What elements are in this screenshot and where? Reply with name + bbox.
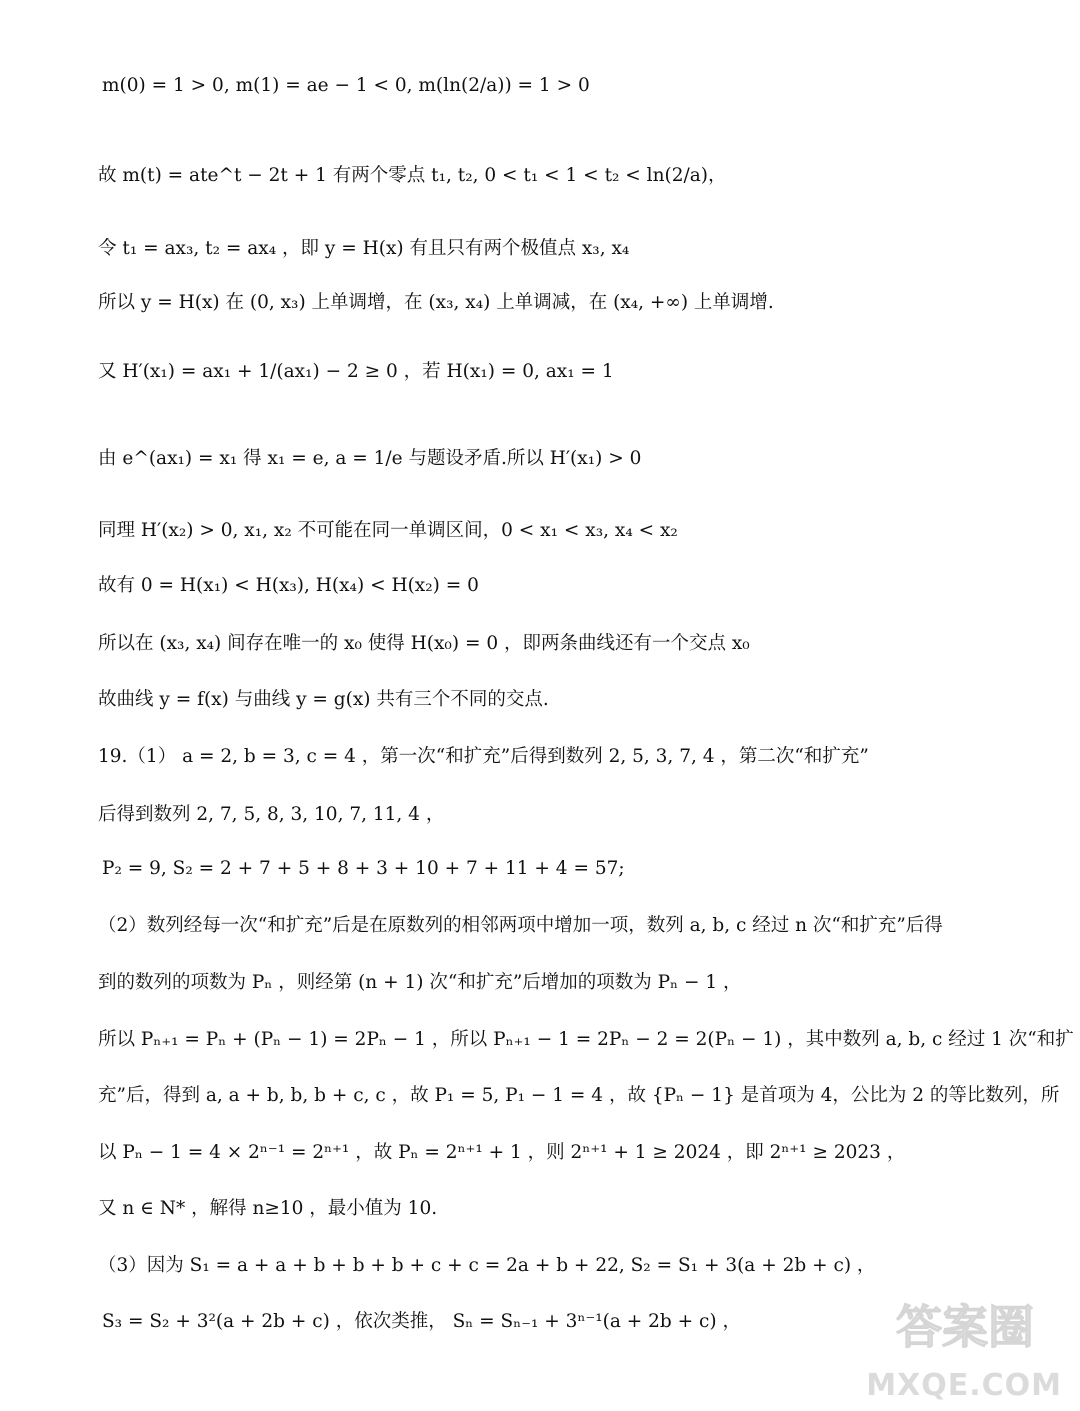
text-line: （2）数列经每一次“和扩充”后是在原数列的相邻两项中增加一项，数列 a, b, c 经过 n 次“和扩充”后得: [98, 915, 943, 936]
text-line: 所以在 (x₃, x₄) 间存在唯一的 x₀ 使得 H(x₀) = 0 ，即两条曲线还有一个交点 x₀: [98, 633, 750, 654]
text-line: 由 e^(ax₁) = x₁ 得 x₁ = e, a = 1/e 与题设矛盾.所以 H′(x₁) > 0: [98, 448, 642, 469]
text-line: S₃ = S₂ + 3²(a + 2b + c) ，依次类推， Sₙ = Sₙ₋₁ + 3ⁿ⁻¹(a + 2b + c) ，: [102, 1311, 741, 1332]
text-line: 故 m(t) = ate^t − 2t + 1 有两个零点 t₁, t₂, 0 < t₁ < 1 < t₂ < ln(2/a)，: [98, 165, 727, 186]
text-line: 到的数列的项数为 Pₙ ，则经第 (n + 1) 次“和扩充”后增加的项数为 Pₙ − 1 ，: [98, 972, 742, 993]
text-line: 以 Pₙ − 1 = 4 × 2ⁿ⁻¹ = 2ⁿ⁺¹ ，故 Pₙ = 2ⁿ⁺¹ + 1 ，则 2ⁿ⁺¹ + 1 ≥ 2024 ，即 2ⁿ⁺¹ ≥ 2023 ，: [98, 1142, 906, 1163]
text-line: 故曲线 y = f(x) 与曲线 y = g(x) 共有三个不同的交点.: [98, 689, 549, 710]
text-line: 后得到数列 2, 7, 5, 8, 3, 10, 7, 11, 4 ，: [98, 804, 445, 825]
text-line: 又 H′(x₁) = ax₁ + 1/(ax₁) − 2 ≥ 0 ，若 H(x₁) = 0, ax₁ = 1: [98, 361, 614, 382]
text-line: 令 t₁ = ax₃, t₂ = ax₄ ，即 y = H(x) 有且只有两个极值点 x₃, x₄: [98, 238, 630, 259]
text-line: P₂ = 9, S₂ = 2 + 7 + 5 + 8 + 3 + 10 + 7 + 11 + 4 = 57;: [102, 858, 625, 879]
watermark-glyphs-icon: [892, 1293, 1062, 1355]
watermark-text: MXQE.COM: [866, 1368, 1062, 1403]
text-line: 又 n ∈ N* ，解得 n≥10 ，最小值为 10.: [98, 1198, 438, 1219]
watermark-top-text: 答案圈: [896, 1300, 1034, 1354]
text-line: 所以 Pₙ₊₁ = Pₙ + (Pₙ − 1) = 2Pₙ − 1 ，所以 Pₙ₊₁ − 1 = 2Pₙ − 2 = 2(Pₙ − 1) ，其中数列 a, b, c 经过 1 次“和扩: [98, 1029, 1074, 1050]
text-line: m(0) = 1 > 0, m(1) = ae − 1 < 0, m(ln(2/a)) = 1 > 0: [102, 75, 590, 96]
text-line: 充”后，得到 a, a + b, b, b + c, c ，故 P₁ = 5, P₁ − 1 = 4 ，故 {Pₙ − 1} 是首项为 4，公比为 2 的等比数列，所: [98, 1085, 1060, 1106]
text-line: 19.（1） a = 2, b = 3, c = 4 ，第一次“和扩充”后得到数列 2, 5, 3, 7, 4 ，第二次“和扩充”: [98, 746, 869, 767]
text-line: （3）因为 S₁ = a + a + b + b + b + c + c = 2a + b + 22, S₂ = S₁ + 3(a + 2b + c) ，: [98, 1255, 876, 1276]
text-line: 故有 0 = H(x₁) < H(x₃), H(x₄) < H(x₂) = 0: [98, 575, 479, 596]
text-line: 同理 H′(x₂) > 0, x₁, x₂ 不可能在同一单调区间，0 < x₁ < x₃, x₄ < x₂: [98, 520, 678, 541]
watermark-logo: [866, 1293, 1062, 1403]
text-line: 所以 y = H(x) 在 (0, x₃) 上单调增，在 (x₃, x₄) 上单调减，在 (x₄, +∞) 上单调增.: [98, 292, 774, 313]
